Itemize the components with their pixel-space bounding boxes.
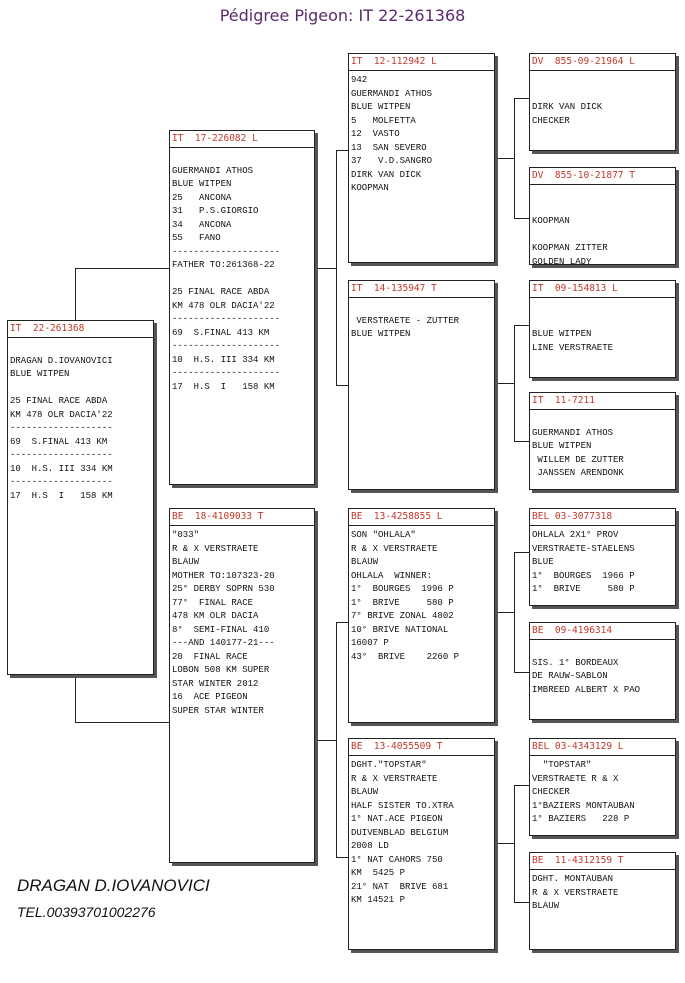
detail-line: SIS. 1° BORDEAUX (532, 657, 619, 668)
maternal-grandmother-card (348, 738, 495, 950)
ring-number: IT 12-112942 L (349, 54, 494, 71)
detail-line (532, 74, 672, 88)
detail-line: BLAUW (172, 557, 200, 567)
connector (495, 843, 514, 844)
detail-line: KM 478 OLR DACIA'22 (10, 409, 113, 420)
connector (514, 552, 530, 553)
great-grandparent-details (530, 870, 675, 914)
detail-line: 13 SAN SEVERO (351, 142, 427, 153)
connector (75, 722, 171, 723)
detail-line: 12 VASTO (351, 129, 400, 139)
pigeon-card (7, 320, 154, 675)
connector (336, 622, 337, 858)
ring-number: IT 09-154813 L (530, 281, 675, 298)
detail-line: "TOPSTAR" (532, 760, 592, 770)
detail-line: CHECKER (532, 115, 570, 126)
ring-number: IT 11-7211 (530, 393, 675, 410)
detail-line: 55 FANO (172, 233, 221, 243)
connector (514, 218, 530, 219)
father-details (170, 148, 314, 394)
detail-line: BLUE WITPEN (172, 179, 232, 189)
ring-number: DV 855-09-21964 L (530, 54, 675, 71)
detail-line: 43° BRIVE 2260 P (351, 651, 460, 662)
detail-line (532, 643, 672, 657)
detail-line: R & X VERSTRAETE (172, 543, 259, 554)
detail-line: R & X VERSTRAETE (351, 543, 438, 554)
detail-line: "033" (172, 530, 200, 540)
detail-line: 69 S.FINAL 413 KM (10, 436, 108, 447)
ring-number: BE 18-4109033 T (170, 509, 314, 526)
detail-line (532, 315, 672, 329)
detail-line: OHLALA WINNER: (351, 570, 433, 581)
detail-line: 1° NAT CAHORS 750 (351, 854, 443, 865)
detail-line: ---AND 140177-21--- (172, 638, 275, 648)
breeder-phone: TEL.00393701002276 (17, 904, 156, 920)
ring-number: IT 17-226082 L (170, 131, 314, 148)
detail-line: -------------------- (172, 341, 281, 351)
detail-line: SON "OHLALA" (351, 530, 416, 540)
detail-line (532, 301, 672, 315)
detail-line: 16 ACE PIGEON (172, 692, 248, 702)
connector (336, 150, 337, 386)
detail-line: KOOPMAN (532, 216, 570, 226)
detail-line: 37 V.D.SANGRO (351, 156, 433, 166)
great-grandparent-card (529, 852, 676, 950)
detail-line: 1° BRIVE 580 P (532, 584, 635, 594)
maternal-grandfather-details (349, 526, 494, 664)
maternal-grandmother-details (349, 756, 494, 908)
connector (314, 268, 336, 269)
detail-line (351, 301, 491, 315)
ring-number: BEL 03-4343129 L (530, 739, 675, 756)
detail-line: BLUE WITPEN (532, 441, 592, 451)
detail-line (10, 341, 150, 355)
great-grandparent-details (530, 526, 675, 597)
detail-line: BLUE WITPEN (532, 329, 592, 339)
detail-line: STAR WINTER 2012 (172, 678, 259, 689)
detail-line: 16007 P (351, 638, 389, 648)
breeder-name: DRAGAN D.IOVANOVICI (17, 876, 210, 895)
detail-line: 17 H.S I 158 KM (10, 490, 113, 501)
detail-line: DGHT."TOPSTAR" (351, 760, 427, 770)
detail-line: BLUE WITPEN (351, 329, 411, 339)
detail-line (532, 202, 672, 216)
detail-line: DRAGAN D.IOVANOVICI (10, 355, 113, 366)
detail-line: 478 KM OLR DACIA (172, 611, 259, 621)
connector (514, 325, 530, 326)
detail-line: -------------------- (172, 246, 281, 257)
detail-line: GUERMANDI ATHOS (172, 165, 254, 176)
paternal-grandmother-card (348, 280, 495, 490)
detail-line: GUERMANDI ATHOS (532, 427, 614, 438)
detail-line (10, 382, 150, 396)
mother-details (170, 526, 314, 718)
detail-line: 21° NAT BRIVE 681 (351, 881, 449, 892)
connector (495, 383, 514, 384)
detail-line: -------------------- (172, 368, 281, 378)
detail-line: BLUE (532, 557, 554, 567)
ring-number: BE 13-4258855 L (349, 509, 494, 526)
detail-line (532, 229, 672, 243)
mother-card (169, 508, 315, 863)
pigeon-details (8, 338, 153, 503)
detail-line: 1° BRIVE 580 P (351, 597, 454, 608)
great-grandparent-card (529, 738, 676, 836)
detail-line: R & X VERSTRAETE (532, 887, 619, 898)
detail-line: ------------------- (10, 477, 113, 487)
detail-line: 25 FINAL RACE ABDA (172, 287, 270, 297)
page-title: Pédigree Pigeon: IT 22-261368 (219, 6, 466, 25)
connector (514, 441, 530, 442)
connector (514, 785, 530, 786)
connector (514, 98, 530, 99)
detail-line: BLAUW (532, 901, 560, 911)
detail-line: 942 (351, 75, 368, 85)
detail-line (532, 188, 672, 202)
great-grandparent-card (529, 508, 676, 606)
detail-line: OHLALA 2X1° PROV (532, 530, 619, 540)
detail-line: KOOPMAN ZITTER (532, 243, 608, 253)
paternal-grandfather-details (349, 71, 494, 196)
great-grandparent-card (529, 392, 676, 490)
connector (495, 612, 514, 613)
great-grandparent-details (530, 410, 675, 481)
detail-line: ------------------- (10, 423, 113, 433)
detail-line: SUPER STAR WINTER (172, 705, 264, 716)
detail-line: DIRK VAN DICK (532, 102, 603, 112)
detail-line: 2008 LD (351, 841, 389, 851)
detail-line: -------------------- (172, 314, 281, 324)
detail-line (532, 413, 672, 427)
ring-number: IT 14-135947 T (349, 281, 494, 298)
detail-line: GOLDEN LADY (532, 256, 592, 267)
paternal-grandmother-details (349, 298, 494, 342)
detail-line: 25 FINAL RACE ABDA (10, 396, 108, 406)
detail-line: DE RAUW-SABLON (532, 671, 608, 681)
detail-line (172, 273, 311, 287)
detail-line: BLUE WITPEN (351, 102, 411, 112)
detail-line: 25 ANCONA (172, 192, 232, 203)
father-card (169, 130, 315, 485)
detail-line: DUIVENBLAD BELGIUM (351, 827, 449, 838)
detail-line: LINE VERSTRAETE (532, 342, 614, 353)
ring-number: DV 855-10-21877 T (530, 168, 675, 185)
detail-line: 1° BAZIERS 228 P (532, 814, 630, 824)
great-grandparent-details (530, 756, 675, 827)
detail-line: LOBON 508 KM SUPER (172, 665, 270, 675)
detail-line: DGHT. MONTAUBAN (532, 874, 614, 884)
detail-line: 69 S.FINAL 413 KM (172, 327, 270, 338)
detail-line: VERSTRAETE-STAELENS (532, 543, 635, 554)
detail-line: CHECKER (532, 787, 570, 797)
ring-number: IT 22-261368 (8, 321, 153, 338)
detail-line (172, 151, 311, 165)
connector (514, 785, 515, 903)
great-grandparent-details (530, 640, 675, 697)
detail-line: 77° FINAL RACE (172, 597, 254, 608)
detail-line: VERSTRAETE R & X (532, 773, 619, 784)
ring-number: BE 13-4055509 T (349, 739, 494, 756)
detail-line: VERSTRAETE - ZUTTER (351, 315, 460, 326)
detail-line: 34 ANCONA (172, 219, 232, 230)
great-grandparent-card (529, 280, 676, 378)
great-grandparent-details (530, 71, 675, 128)
great-grandparent-card (529, 167, 676, 265)
detail-line: BLUE WITPEN (10, 369, 70, 379)
detail-line: 25° DERBY SOPRN 530 (172, 584, 275, 594)
detail-line: JANSSEN ARENDONK (532, 468, 624, 478)
detail-line: BLAUW (351, 787, 379, 797)
detail-line: 1° BOURGES 1996 P (351, 584, 454, 594)
detail-line: 7° BRIVE ZONAL 4802 (351, 611, 454, 621)
connector (495, 158, 514, 159)
connector (514, 552, 515, 672)
great-grandparent-details (530, 185, 675, 269)
detail-line: KM 5425 P (351, 868, 406, 878)
detail-line: IMBREED ALBERT X PAO (532, 684, 641, 695)
connector (75, 268, 171, 269)
great-grandparent-card (529, 622, 676, 720)
detail-line (532, 88, 672, 102)
detail-line: DIRK VAN DICK (351, 169, 422, 180)
detail-line: 1° NAT.ACE PIGEON (351, 814, 443, 824)
connector (514, 98, 515, 218)
maternal-grandfather-card (348, 508, 495, 723)
ring-number: BEL 03-3077318 (530, 509, 675, 526)
paternal-grandfather-card (348, 53, 495, 263)
great-grandparent-details (530, 298, 675, 355)
connector (514, 672, 530, 673)
detail-line: 10 H.S. III 334 KM (10, 463, 113, 474)
detail-line: 31 P.S.GIORGIO (172, 206, 259, 216)
detail-line: GUERMANDI ATHOS (351, 88, 433, 99)
detail-line: ------------------- (10, 450, 113, 460)
connector (514, 902, 530, 903)
detail-line: 17 H.S I 158 KM (172, 381, 275, 392)
detail-line: 20 FINAL RACE (172, 651, 248, 662)
detail-line: HALF SISTER TO.XTRA (351, 800, 454, 811)
detail-line: BLAUW (351, 557, 379, 567)
detail-line: MOTHER TO:107323-20 (172, 570, 275, 581)
connector (514, 325, 515, 441)
connector (314, 740, 336, 741)
detail-line: 8° SEMI-FINAL 410 (172, 624, 270, 635)
ring-number: BE 11-4312159 T (530, 853, 675, 870)
detail-line: 10° BRIVE NATIONAL (351, 624, 449, 635)
great-grandparent-card (529, 53, 676, 151)
detail-line: 1°BAZIERS MONTAUBAN (532, 800, 635, 811)
detail-line: WILLEM DE ZUTTER (532, 454, 624, 465)
detail-line: FATHER TO:261368-22 (172, 260, 275, 270)
detail-line: KOOPMAN (351, 183, 389, 193)
detail-line: 5 MOLFETTA (351, 115, 416, 126)
detail-line: 10 H.S. III 334 KM (172, 354, 275, 365)
detail-line: KM 14521 P (351, 895, 406, 905)
detail-line: 1° BOURGES 1966 P (532, 570, 635, 581)
ring-number: BE 09-4196314 (530, 623, 675, 640)
detail-line: R & X VERSTRAETE (351, 773, 438, 784)
detail-line: KM 478 OLR DACIA'22 (172, 300, 275, 311)
